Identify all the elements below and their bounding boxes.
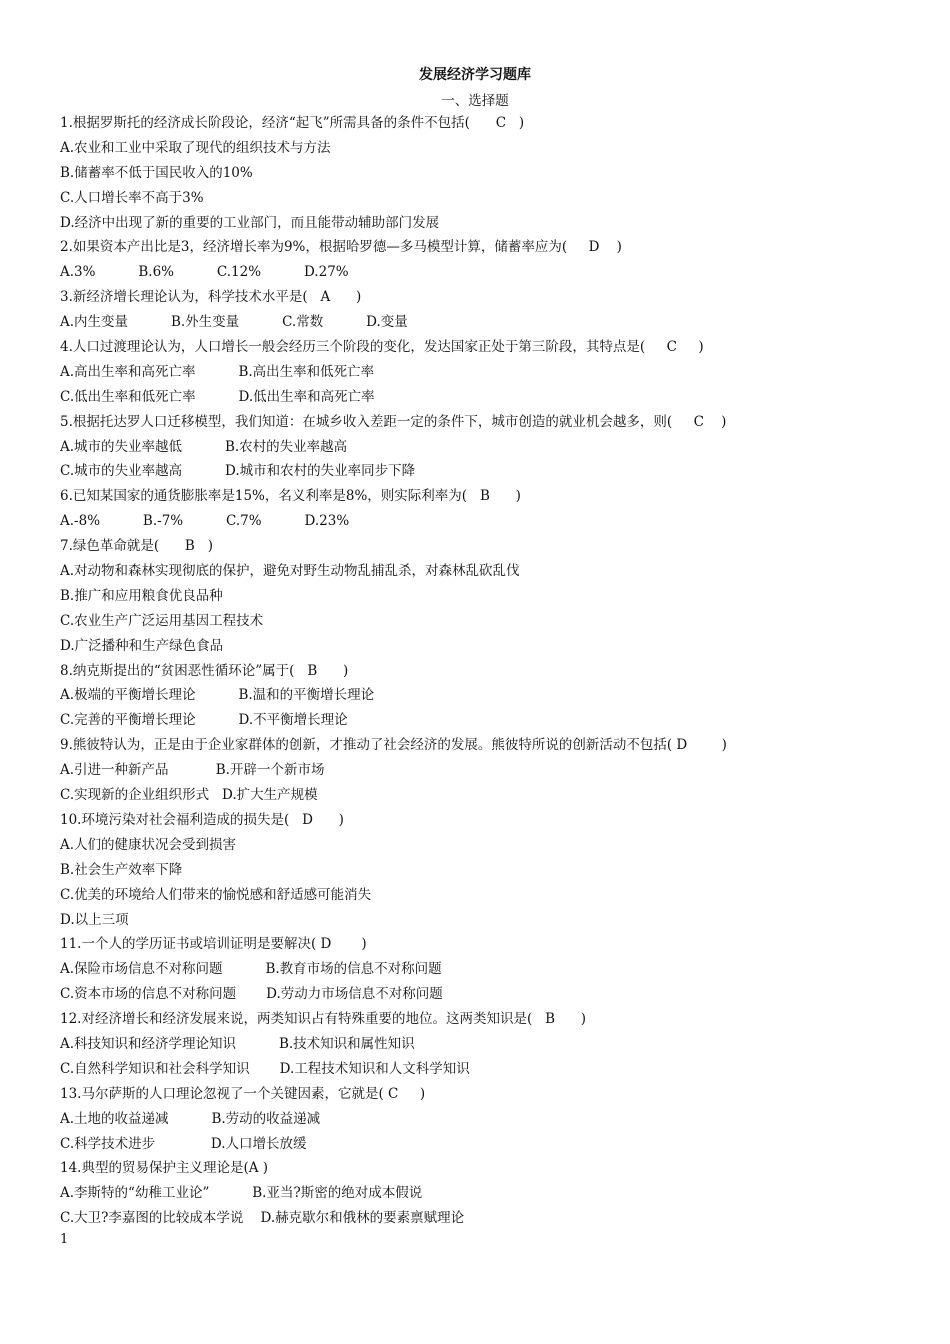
question-stem: 4.人口过渡理论认为，人口增长一般会经历三个阶段的变化，发达国家正处于第三阶段，其特点是( C ) (60, 339, 704, 356)
answer-option: A.保险市场信息不对称问题 B.教育市场的信息不对称问题 (60, 961, 442, 978)
question-stem: 6.已知某国家的通货膨胀率是15%，名义利率是8%，则实际利率为( B ) (60, 488, 521, 505)
question-stem: 3.新经济增长理论认为，科学技术水平是( A ) (60, 289, 362, 306)
answer-option: D.广泛播种和生产绿色食品 (60, 637, 224, 654)
question-stem: 13.马尔萨斯的人口理论忽视了一个关键因素，它就是( C ) (60, 1085, 426, 1102)
answer-option: C.大卫?李嘉图的比较成本学说 D.赫克歇尔和俄林的要素禀赋理论 (60, 1210, 465, 1227)
answer-option: A.李斯特的“幼稚工业论” B.亚当?斯密的绝对成本假说 (60, 1185, 423, 1202)
answer-option: B.储蓄率不低于国民收入的10% (60, 164, 253, 181)
answer-option: C.完善的平衡增长理论 D.不平衡增长理论 (60, 712, 348, 729)
answer-option: C.城市的失业率越高 D.城市和农村的失业率同步下降 (60, 463, 416, 480)
answer-option: C.资本市场的信息不对称问题 D.劳动力市场信息不对称问题 (60, 986, 443, 1003)
question-stem: 14.典型的贸易保护主义理论是(A ) (60, 1160, 269, 1177)
page-title: 发展经济学习题库 (419, 67, 531, 83)
answer-option: C.优美的环境给人们带来的愉悦感和舒适感可能消失 (60, 886, 372, 903)
answer-option: C.实现新的企业组织形式 D.扩大生产规模 (60, 787, 318, 804)
answer-option: A.土地的收益递减 B.劳动的收益递减 (60, 1110, 321, 1127)
question-list (60, 111, 930, 1231)
answer-option: A.农业和工业中采取了现代的组织技术与方法 (60, 139, 331, 156)
question-stem: 5.根据托达罗人口迁移模型，我们知道：在城乡收入差距一定的条件下，城市创造的就业机会越多，则( C ) (60, 413, 727, 430)
answer-option: C.低出生率和低死亡率 D.低出生率和高死亡率 (60, 388, 375, 405)
answer-option: A.引进一种新产品 B.开辟一个新市场 (60, 762, 325, 779)
answer-option: B.社会生产效率下降 (60, 861, 183, 878)
answer-option: A.人们的健康状况会受到损害 (60, 836, 237, 853)
question-stem: 11.一个人的学历证书或培训证明是要解决( D ) (60, 936, 367, 953)
section-heading: 一、选择题 (441, 93, 509, 109)
answer-option: C.人口增长率不高于3% (60, 189, 204, 206)
answer-option: C.自然科学知识和社会科学知识 D.工程技术知识和人文科学知识 (60, 1060, 470, 1077)
answer-option: C.科学技术进步 D.人口增长放缓 (60, 1135, 307, 1152)
question-stem: 8.纳克斯提出的“贫困恶性循环论”属于( B ) (60, 662, 349, 679)
answer-option: A.城市的失业率越低 B.农村的失业率越高 (60, 438, 348, 455)
answer-option: A.3% B.6% C.12% D.27% (60, 264, 349, 281)
question-stem: 10.环境污染对社会福利造成的损失是( D ) (60, 811, 344, 828)
question-stem: 2.如果资本产出比是3，经济增长率为9%，根据哈罗德—多马模型计算，储蓄率应为( D ) (60, 239, 622, 256)
answer-option: A.对动物和森林实现彻底的保护，避免对野生动物乱捕乱杀，对森林乱砍乱伐 (60, 563, 520, 580)
answer-option: A.内生变量 B.外生变量 C.常数 D.变量 (60, 314, 408, 331)
answer-option: A.-8% B.-7% C.7% D.23% (60, 513, 350, 530)
answer-option: D.以上三项 (60, 911, 129, 928)
question-stem: 9.熊彼特认为，正是由于企业家群体的创新，才推动了社会经济的发展。熊彼特所说的创新活动不包括( D ) (60, 737, 727, 754)
question-stem: 12.对经济增长和经济发展来说，两类知识占有特殊重要的地位。这两类知识是( B ) (60, 1011, 587, 1028)
question-stem: 7.绿色革命就是( B ) (60, 538, 213, 555)
page-number: 1 (60, 1232, 69, 1247)
answer-option: B.推广和应用粮食优良品种 (60, 587, 223, 604)
answer-option: A.高出生率和高死亡率 B.高出生率和低死亡率 (60, 363, 375, 380)
answer-option: A.科技知识和经济学理论知识 B.技术知识和属性知识 (60, 1035, 415, 1052)
answer-option: C.农业生产广泛运用基因工程技术 (60, 612, 264, 629)
answer-option: A.极端的平衡增长理论 B.温和的平衡增长理论 (60, 687, 375, 704)
question-stem: 1.根据罗斯托的经济成长阶段论，经济“起飞”所需具备的条件不包括( C ) (60, 115, 525, 131)
answer-option: D.经济中出现了新的重要的工业部门，而且能带动辅助部门发展 (60, 214, 440, 231)
